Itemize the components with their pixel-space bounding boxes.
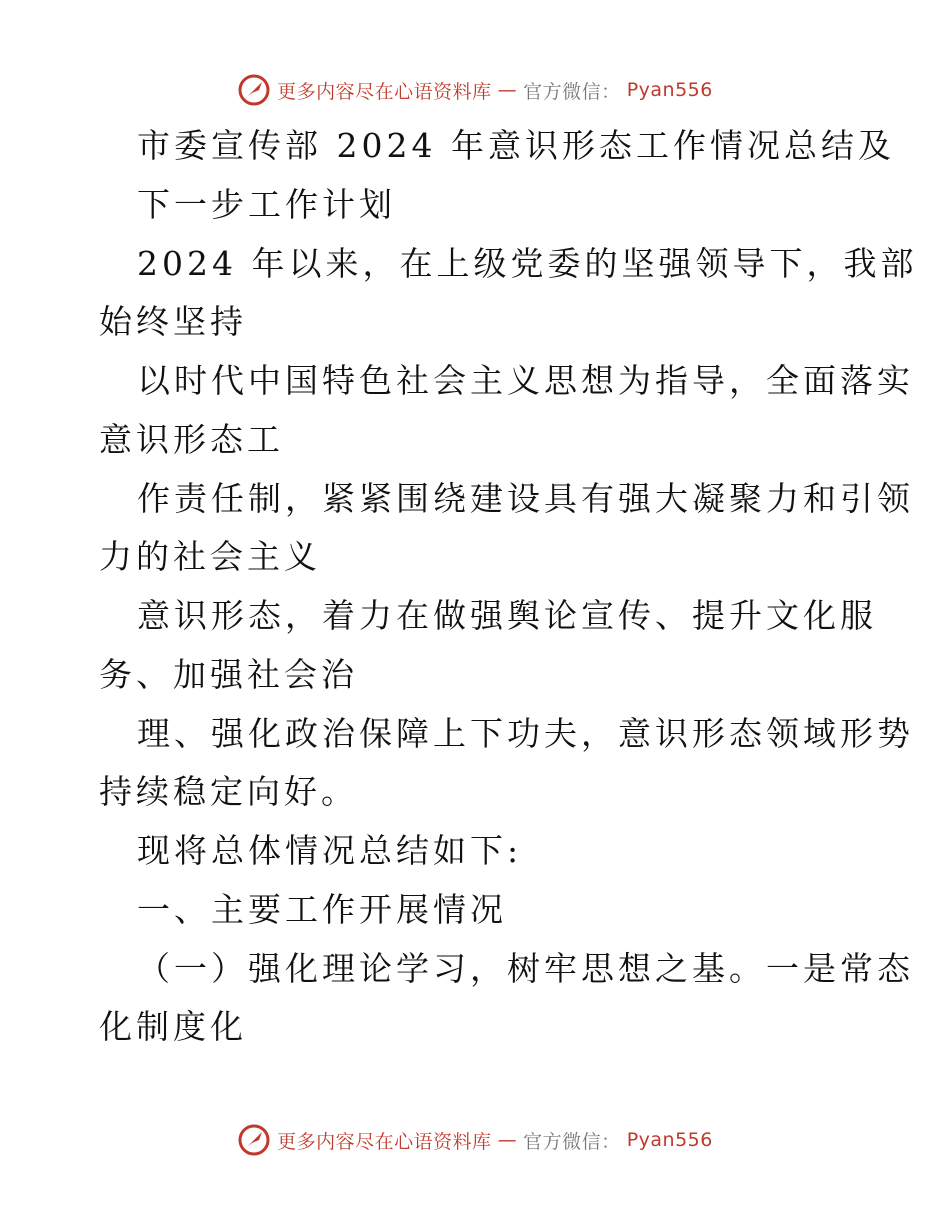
watermark-main-text: 更多内容尽在心语资料库	[277, 1130, 492, 1153]
watermark-wechat-id: Pyan556	[626, 79, 713, 101]
watermark-wechat-id: Pyan556	[626, 1129, 713, 1151]
paragraph-line: 意识形态，着力在做强舆论宣传、提升文化服	[137, 596, 877, 635]
paragraph-line: 化制度化	[99, 1007, 247, 1046]
paragraph-line: 现将总体情况总结如下:	[137, 831, 523, 870]
watermark-sub-text: 官方微信：	[523, 80, 621, 103]
feather-pen-circle-logo	[237, 1123, 271, 1157]
paragraph-line: 意识形态工	[99, 420, 284, 459]
watermark-dash: —	[497, 1129, 518, 1151]
watermark-banner-bottom	[0, 1120, 950, 1160]
paragraph-line: 持续稳定向好。	[99, 772, 358, 811]
subsection-heading-line: （一）强化理论学习，树牢思想之基。一是常态	[137, 949, 914, 988]
document-title-line-1: 市委宣传部 2024 年意识形态工作情况总结及	[137, 126, 895, 165]
feather-pen-circle-logo	[237, 73, 271, 107]
paragraph-line: 始终坚持	[99, 302, 247, 341]
paragraph-line: 作责任制，紧紧围绕建设具有强大凝聚力和引领	[137, 479, 914, 518]
paragraph-line: 力的社会主义	[99, 537, 321, 576]
document-title-line-2: 下一步工作计划	[137, 185, 396, 224]
paragraph-line: 理、强化政治保障上下功夫，意识形态领域形势	[137, 714, 914, 753]
paragraph-line: 2024 年以来，在上级党委的坚强领导下，我部	[137, 244, 918, 283]
watermark-sub-text: 官方微信：	[523, 1130, 621, 1153]
paragraph-line: 务、加强社会治	[99, 655, 358, 694]
watermark-banner-top	[0, 70, 950, 110]
paragraph-line: 以时代中国特色社会主义思想为指导，全面落实	[137, 361, 914, 400]
section-heading: 一、主要工作开展情况	[137, 890, 507, 929]
watermark-main-text: 更多内容尽在心语资料库	[277, 80, 492, 103]
watermark-dash: —	[497, 79, 518, 101]
